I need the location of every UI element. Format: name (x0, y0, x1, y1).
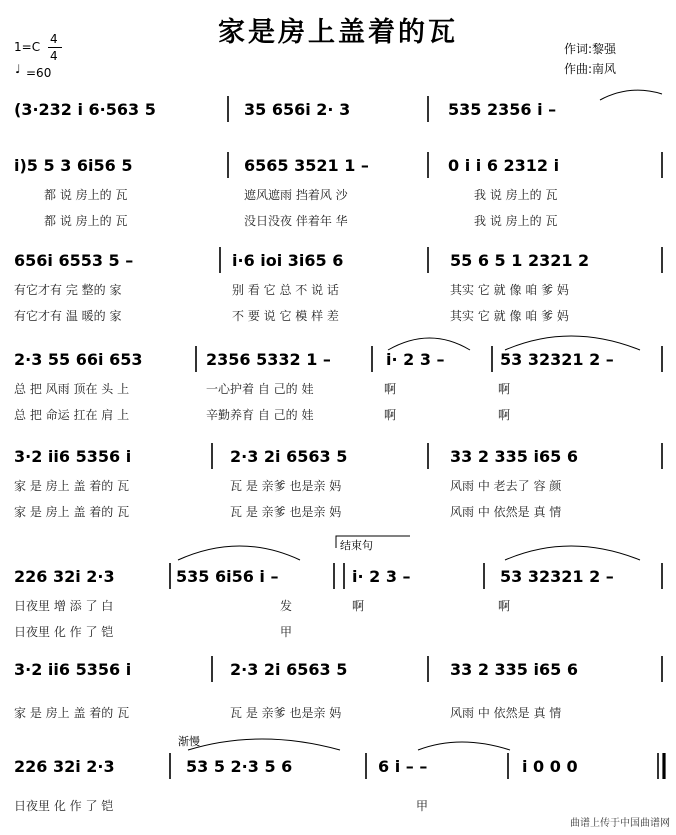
system-6-measure-1: 226 32i 2·3 (14, 567, 115, 586)
system-3-lyric-1b: 别 看 它 总 不 说 话 (232, 283, 339, 297)
system-1-measure-3: 535 2356 i – (448, 100, 557, 119)
slur (505, 336, 640, 350)
system-4-lyric-1a: 总 把 风雨 顶在 头 上 (14, 382, 130, 396)
tempo-change-label: 渐慢 (178, 735, 200, 748)
system-7-measure-2: 2·3 2i 6563 5 (230, 660, 348, 679)
system-1-measure-2: 35 656i 2· 3 (244, 100, 351, 119)
slur (600, 90, 662, 100)
system-4-lyric-2d: 啊 (498, 408, 511, 422)
system-3-measure-3: 55 6 5 1 2321 2 (450, 251, 590, 270)
system-4-lyric-2c: 啊 (384, 408, 397, 422)
system-7-lyric-1c: 风雨 中 依然是 真 情 (450, 706, 562, 720)
system-4-lyric-1c: 啊 (384, 382, 397, 396)
system-4-measure-4: 53 32321 2 – (500, 350, 614, 369)
system-2-lyric-2c: 我 说 房上的 瓦 (474, 214, 558, 228)
system-7-measure-1: 3·2 ii6 5356 i (14, 660, 132, 679)
system-7-measure-3: 33 2 335 i65 6 (450, 660, 578, 679)
system-7-lyric-1b: 瓦 是 亲爹 也是亲 妈 (230, 706, 342, 720)
system-5-lyric-1b: 瓦 是 亲爹 也是亲 妈 (230, 479, 342, 493)
system-8-lyric-1a: 日夜里 化 作 了 铠 (14, 799, 114, 813)
system-6-lyric-1d: 啊 (498, 599, 511, 613)
system-2-lyric-1c: 我 说 房上的 瓦 (474, 188, 558, 202)
system-4-measure-2: 2356 5332 1 – (206, 350, 331, 369)
system-8-measure-2: 53 5 2·3 5 6 (186, 757, 293, 776)
system-5-lyric-2b: 瓦 是 亲爹 也是亲 妈 (230, 505, 342, 519)
system-1-measure-1: (3·232 i 6·563 5 (14, 100, 156, 119)
system-8-measure-3: 6 i – – (378, 757, 428, 776)
system-3-lyric-2b: 不 要 说 它 模 样 差 (232, 309, 339, 323)
system-4-lyric-2b: 辛勤养育 自 己的 娃 (206, 408, 314, 422)
system-4-measure-1: 2·3 55 66i 653 (14, 350, 143, 369)
system-6-lyric-2b: 甲 (280, 625, 293, 639)
quarter-note-icon: ♩ (15, 62, 21, 76)
system-4-measure-3: i· 2 3 – (386, 350, 445, 369)
song-title: 家是房上盖着的瓦 (218, 17, 458, 48)
system-6-measure-2: 535 6i56 i – (176, 567, 279, 586)
system-6-lyric-2a: 日夜里 化 作 了 铠 (14, 625, 114, 639)
system-4-lyric-2a: 总 把 命运 扛在 肩 上 (14, 408, 130, 422)
time-signature-bottom: 4 (50, 49, 58, 63)
system-6-lyric-1b: 发 (280, 599, 293, 613)
system-4-lyric-1d: 啊 (498, 382, 511, 396)
system-5-lyric-1a: 家 是 房上 盖 着的 瓦 (14, 479, 130, 493)
system-8-measure-4: i 0 0 0 (522, 757, 578, 776)
system-3-measure-2: i·6 ioi 3i65 6 (232, 251, 344, 270)
key-signature: 1=C (14, 40, 41, 54)
time-signature-top: 4 (50, 32, 58, 46)
system-6-lyric-1c: 啊 (352, 599, 365, 613)
system-5-measure-3: 33 2 335 i65 6 (450, 447, 578, 466)
system-2-measure-2: 6565 3521 1 – (244, 156, 369, 175)
system-8-measure-1: 226 32i 2·3 (14, 757, 115, 776)
system-3-measure-1: 656i 6553 5 – (14, 251, 134, 270)
system-7-lyric-1a: 家 是 房上 盖 着的 瓦 (14, 706, 130, 720)
system-4-lyric-1b: 一心护着 自 己的 娃 (206, 382, 314, 396)
system-5-lyric-2a: 家 是 房上 盖 着的 瓦 (14, 505, 130, 519)
system-3-lyric-2c: 其实 它 就 像 咱 爹 妈 (450, 309, 569, 323)
system-2-lyric-1b: 遮风遮雨 挡着风 沙 (244, 188, 348, 202)
system-6-measure-3: i· 2 3 – (352, 567, 411, 586)
system-2-measure-1: i)5 5 3 6i56 5 (14, 156, 133, 175)
system-2-measure-3: 0 i i 6 2312 i (448, 156, 560, 175)
system-3-lyric-2a: 有它才有 温 暖的 家 (14, 309, 122, 323)
system-6-lyric-1a: 日夜里 增 添 了 白 (14, 599, 114, 613)
system-8-lyric-1c: 甲 (416, 799, 429, 813)
system-3-lyric-1c: 其实 它 就 像 咱 爹 妈 (450, 283, 569, 297)
system-6-measure-4: 53 32321 2 – (500, 567, 614, 586)
slur (418, 742, 510, 750)
slur (505, 546, 640, 560)
system-2-lyric-1a: 都 说 房上的 瓦 (44, 188, 128, 202)
ending-label: 结束句 (340, 539, 373, 552)
tempo-marking: =60 (26, 66, 52, 80)
system-5-measure-1: 3·2 ii6 5356 i (14, 447, 132, 466)
lyricist-credit: 作词:黎强 (564, 42, 617, 56)
system-2-lyric-2a: 都 说 房上的 瓦 (44, 214, 128, 228)
watermark-source: 曲谱上传于中国曲谱网 (570, 818, 670, 829)
system-2-lyric-2b: 没日没夜 伴着年 华 (244, 214, 348, 228)
system-5-lyric-1c: 风雨 中 老去了 容 颜 (450, 479, 562, 493)
system-5-lyric-2c: 风雨 中 依然是 真 情 (450, 505, 562, 519)
system-3-lyric-1a: 有它才有 完 整的 家 (14, 283, 122, 297)
slur (388, 338, 470, 350)
slur (178, 546, 300, 560)
slur (188, 739, 340, 750)
composer-credit: 作曲:南风 (564, 62, 617, 76)
system-5-measure-2: 2·3 2i 6563 5 (230, 447, 348, 466)
